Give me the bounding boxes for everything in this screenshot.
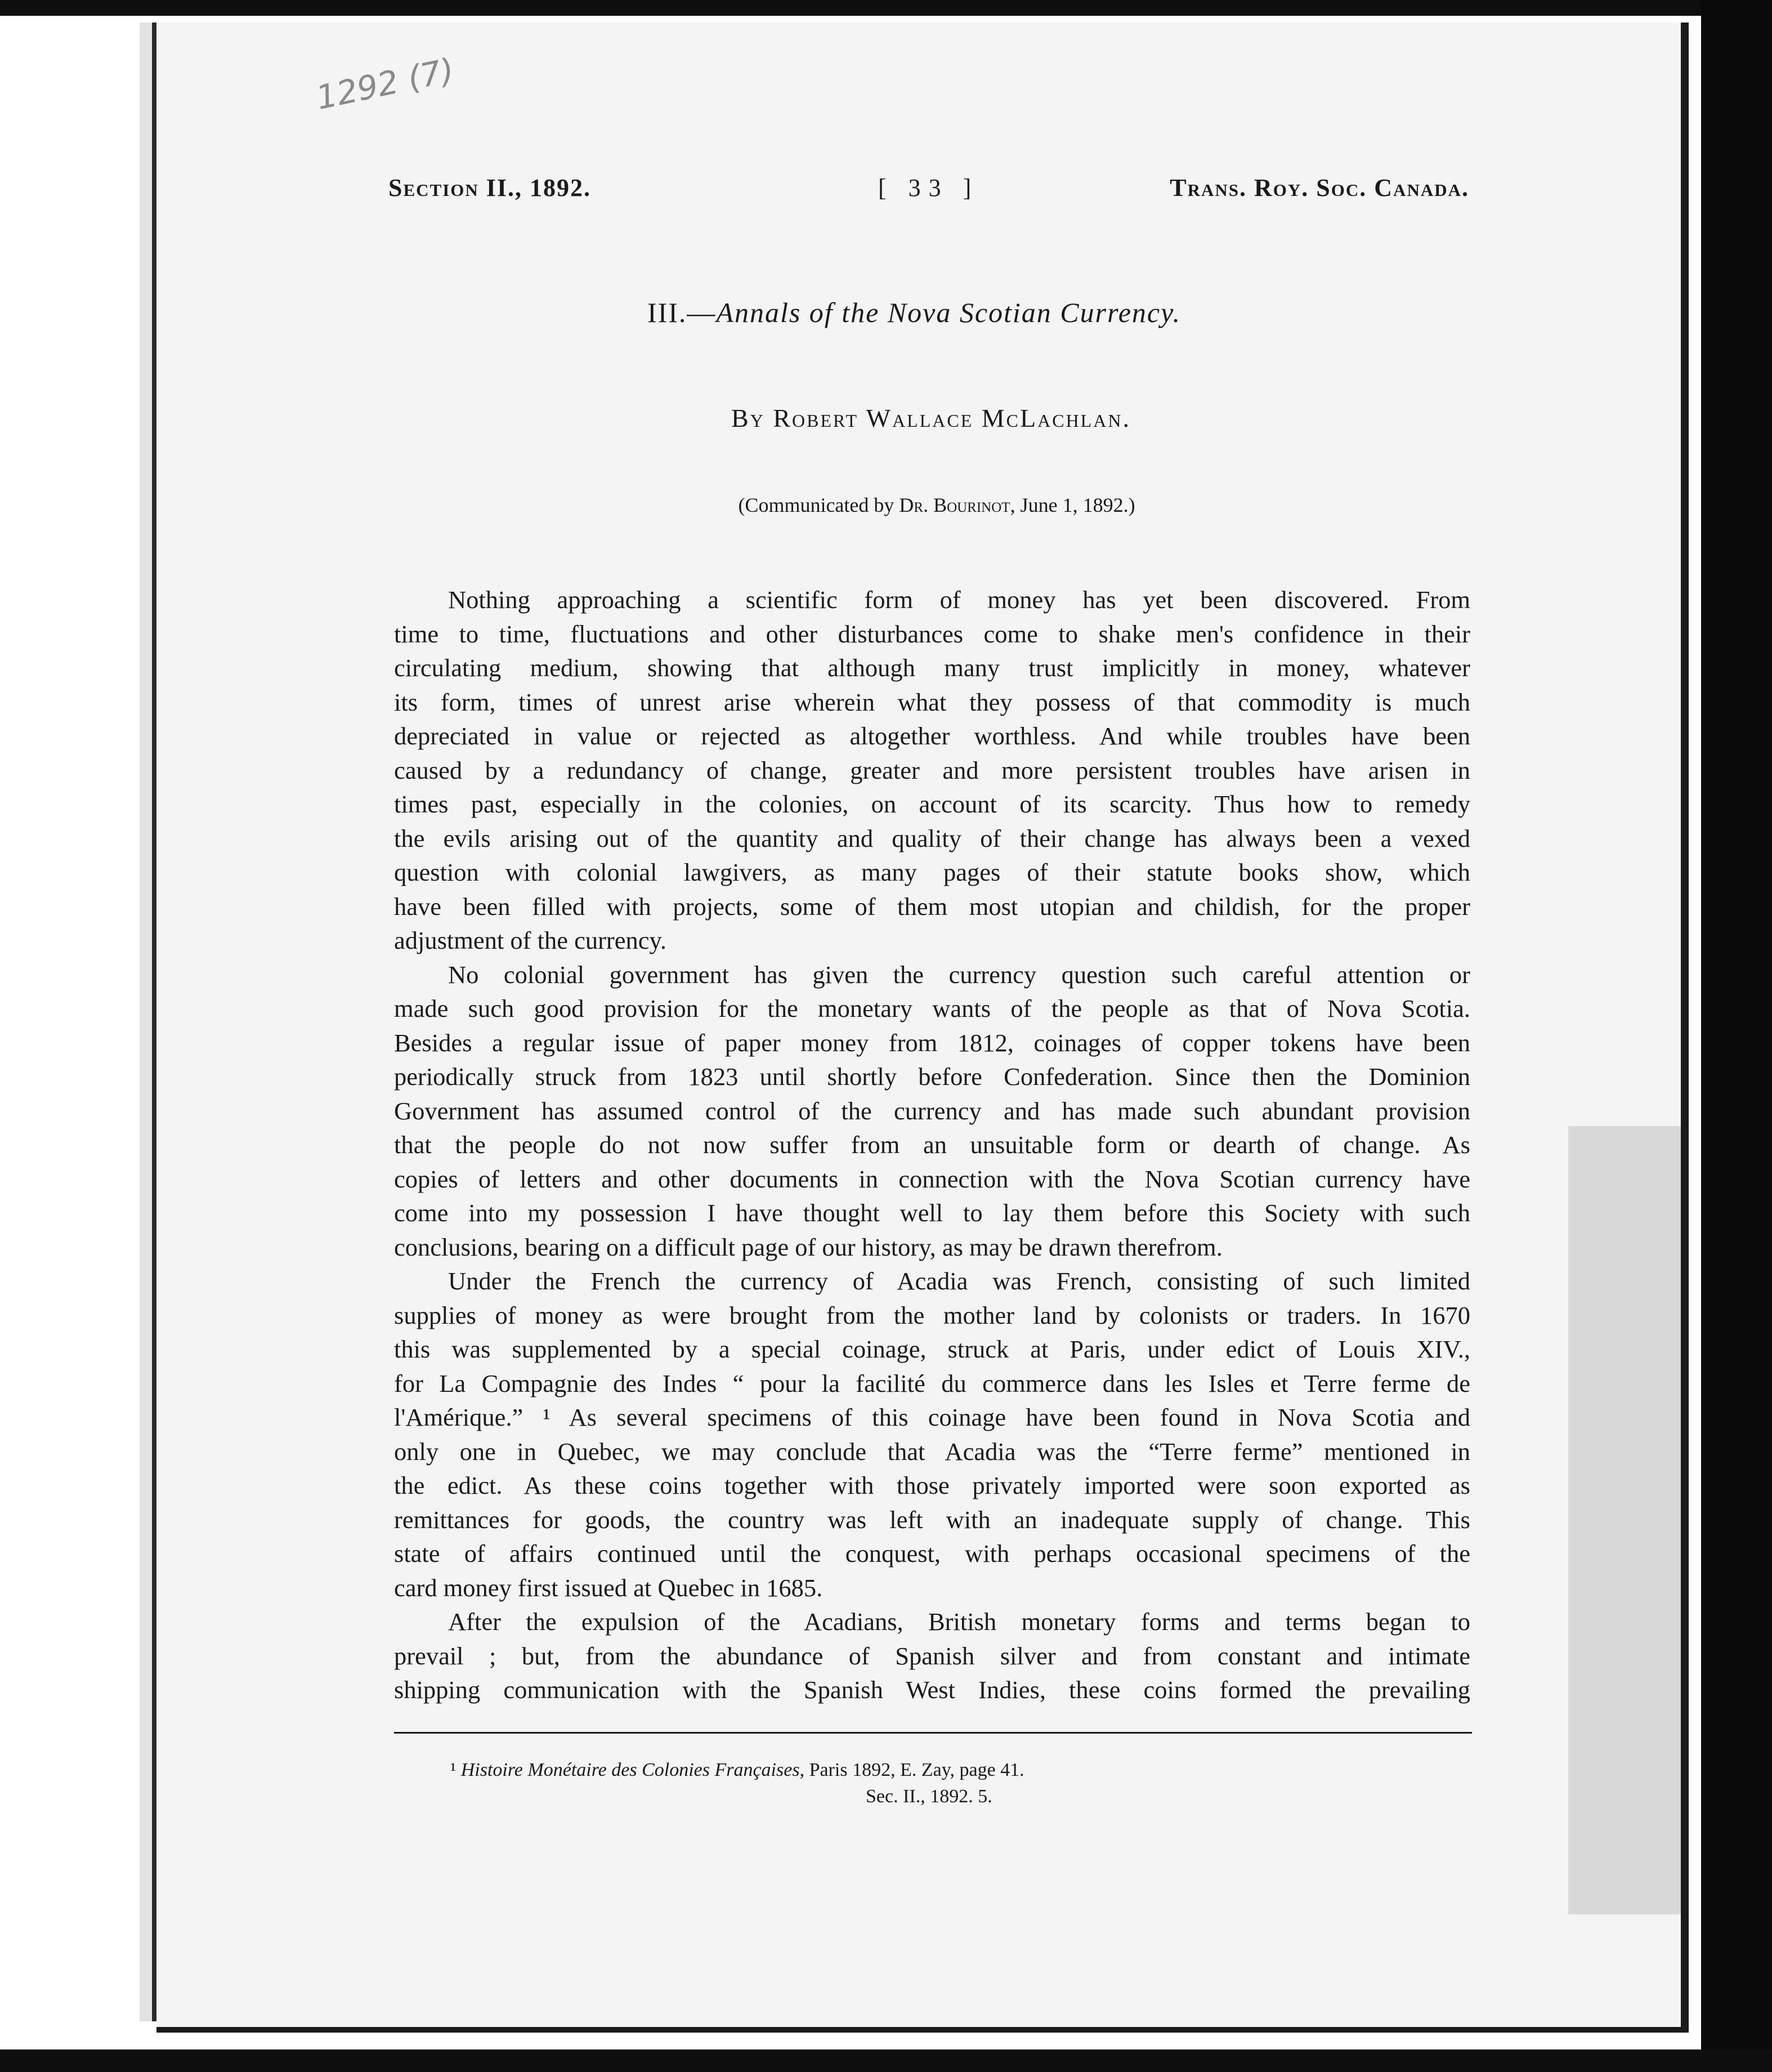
- text-line: After the expulsion of the Acadians, British monetary forms and terms began to: [448, 1607, 1470, 1636]
- text-line: Under the French the currency of Acadia was French, consisting of such limited: [448, 1267, 1470, 1295]
- footnote: [450, 1758, 1464, 1783]
- communicated-before: (Communicated by: [738, 494, 900, 516]
- text-line: adjustment of the currency.: [394, 926, 666, 954]
- text-line: this was supplemented by a special coinage, struck at Paris, under edict of Louis XIV.,: [394, 1335, 1470, 1363]
- scan-shadow-patch: [1568, 1126, 1681, 1914]
- body-text: [394, 583, 1470, 1707]
- footnote-rest: , Paris 1892, E. Zay, page 41.: [799, 1760, 1024, 1780]
- communicated-name: Dr. Bourinot: [899, 494, 1010, 516]
- text-line: No colonial government has given the currency question such careful attention or: [448, 960, 1470, 989]
- article-title: [0, 296, 1772, 329]
- paragraph-2: [394, 958, 1470, 1265]
- text-line: Besides a regular issue of paper money from 1812, coinages of copper tokens have been: [394, 1028, 1470, 1057]
- text-line: made such good provision for the monetary wants of the people as that of Nova Scotia.: [394, 994, 1470, 1022]
- text-line: copies of letters and other documents in connection with the Nova Scotian currency have: [394, 1164, 1470, 1193]
- text-line: caused by a redundancy of change, greater and more persistent troubles have arisen in: [394, 756, 1470, 784]
- text-line: question with colonial lawgivers, as many pages of their statute books show, which: [394, 858, 1470, 886]
- article-number: III.—: [647, 297, 717, 328]
- text-line: the evils arising out of the quantity and quality of their change has always been a vexed: [394, 824, 1470, 852]
- text-line: l'Amérique.” ¹ As several specimens of this coinage have been found in Nova Scotia and: [394, 1403, 1470, 1431]
- text-line: depreciated in value or rejected as altogether worthless. And while troubles have been: [394, 722, 1470, 750]
- text-line: that the people do not now suffer from an unsuitable form or dearth of change. As: [394, 1131, 1470, 1159]
- text-line: Government has assumed control of the currency and has made such abundant provision: [394, 1096, 1470, 1125]
- pencil-annotation: 1292 (7): [312, 50, 458, 118]
- text-line: shipping communication with the Spanish West Indies, these coins formed the prevailing: [394, 1676, 1470, 1704]
- signature-mark: Sec. II., 1892. 5.: [866, 1786, 992, 1807]
- running-head-journal: Trans. Roy. Soc. Canada.: [1170, 174, 1469, 202]
- text-line: come into my possession I have thought well to lay them before this Society with such: [394, 1199, 1470, 1227]
- text-line: remittances for goods, the country was left with an inadequate supply of change. This: [394, 1505, 1470, 1534]
- footnote-rule: [394, 1732, 1472, 1734]
- footnote-title: Histoire Monétaire des Colonies Françaises: [460, 1760, 800, 1780]
- text-line: supplies of money as were brought from the mother land by colonists or traders. In 1670: [394, 1301, 1470, 1329]
- text-line: Nothing approaching a scientific form of money has yet been discovered. From: [448, 586, 1470, 614]
- communicated-after: , June 1, 1892.): [1010, 494, 1135, 516]
- scan-border-top: [0, 0, 1772, 16]
- running-head: [388, 173, 1469, 218]
- text-line: the edict. As these coins together with those privately imported were soon exported as: [394, 1471, 1470, 1499]
- text-line: circulating medium, showing that although many trust implicitly in money, whatever: [394, 654, 1470, 682]
- text-line: card money first issued at Quebec in 1685.: [394, 1573, 823, 1602]
- text-line: have been filled with projects, some of them most utopian and childish, for the proper: [394, 892, 1470, 921]
- text-line: times past, especially in the colonies, on account of its scarcity. Thus how to remedy: [394, 790, 1470, 818]
- page-number: [ 33 ]: [878, 174, 979, 202]
- communicated-note: [0, 493, 1772, 517]
- scan-border-bottom: [0, 2049, 1772, 2072]
- text-line: only one in Quebec, we may conclude that Acadia was the “Terre ferme” mentioned in: [394, 1437, 1470, 1466]
- text-line: conclusions, bearing on a difficult page of our history, as may be drawn therefrom.: [394, 1233, 1223, 1261]
- paragraph-3: [394, 1264, 1470, 1605]
- text-line: time to time, fluctuations and other disturbances come to shake men's confidence in their: [394, 619, 1470, 648]
- paragraph-4: [394, 1605, 1470, 1707]
- footnote-marker: ¹: [450, 1760, 457, 1780]
- text-line: its form, times of unrest arise wherein what they possess of that commodity is much: [394, 687, 1470, 716]
- byline: By Robert Wallace McLachlan.: [731, 404, 1131, 432]
- running-head-section: Section II., 1892.: [388, 174, 592, 202]
- text-line: for La Compagnie des Indes “ pour la facilité du commerce dans les Isles et Terre ferme de: [394, 1369, 1470, 1397]
- text-line: prevail ; but, from the abundance of Spanish silver and from constant and intimate: [394, 1641, 1470, 1670]
- paragraph-1: [394, 583, 1470, 958]
- text-line: periodically struck from 1823 until shortly before Confederation. Since then the Dominion: [394, 1062, 1470, 1091]
- article-title-text: Annals of the Nova Scotian Currency.: [716, 297, 1182, 328]
- text-line: state of affairs continued until the conquest, with perhaps occasional specimens of the: [394, 1539, 1470, 1568]
